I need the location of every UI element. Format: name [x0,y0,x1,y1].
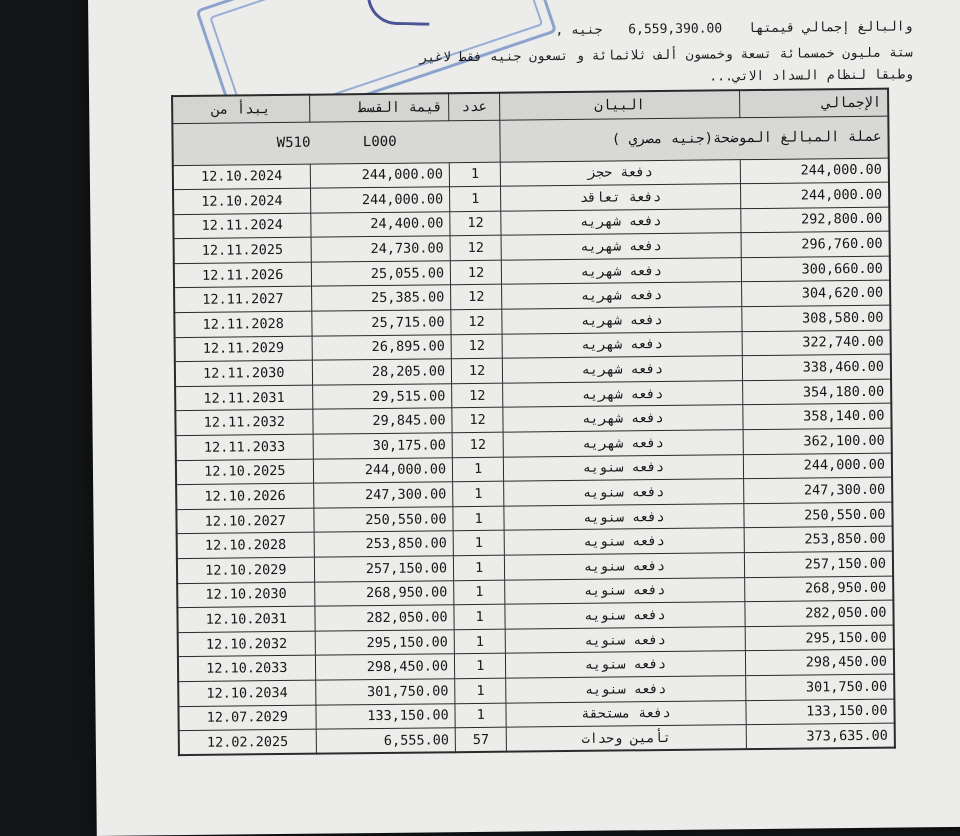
cell-installment: 298,450.00 [315,654,455,680]
cell-count: 1 [453,531,504,556]
cell-start: 12.11.2030 [175,360,312,386]
cell-count: 12 [451,334,502,359]
payment-schedule-table [171,88,896,757]
cell-description: دفعه شهريه [502,307,742,334]
cell-description: دفعة تعاقد [501,184,741,211]
cell-start: 12.10.2031 [177,606,314,632]
cell-installment: 25,055.00 [311,261,451,287]
cell-total: 282,050.00 [745,600,894,626]
cell-installment: 301,750.00 [315,679,455,705]
cell-count: 1 [450,186,501,211]
cell-description: دفعه شهريه [503,430,743,457]
header-installment: قيمة القسط [309,93,449,121]
cell-start: 12.10.2033 [178,656,315,682]
code-w: W510 [276,134,311,152]
cell-installment: 25,715.00 [311,310,451,336]
cell-description: دفعه شهريه [501,233,741,260]
cell-start: 12.11.2025 [174,237,311,263]
cell-installment: 30,175.00 [313,433,453,459]
cell-installment: 268,950.00 [314,580,454,606]
cell-installment: 6,555.00 [316,728,456,754]
cell-installment: 250,550.00 [314,507,454,533]
cell-installment: 26,895.00 [312,334,452,360]
cell-start: 12.10.2030 [177,582,314,608]
cell-installment: 25,385.00 [311,285,451,311]
cell-start: 12.10.2029 [177,557,314,583]
cell-count: 1 [454,629,505,654]
cell-count: 1 [453,555,504,580]
cell-description: دفعة مستحقة [506,700,746,727]
cell-total: 338,460.00 [742,354,891,380]
cell-count: 1 [454,580,505,605]
cell-installment: 257,150.00 [314,556,454,582]
cell-total: 296,760.00 [741,231,890,257]
cell-total: 362,100.00 [743,428,892,454]
cell-total: 308,580.00 [741,305,890,331]
total-amount-line [555,19,912,38]
cell-description: تأمين وحدات [506,725,746,752]
cell-total: 373,635.00 [746,723,895,749]
cell-total: 301,750.00 [745,674,894,700]
cell-total: 244,000.00 [740,158,889,184]
cell-installment: 244,000.00 [313,457,453,483]
code-l: L000 [362,133,397,151]
cell-count: 1 [455,703,506,728]
header-description: البيان [500,90,740,120]
cell-total: 300,660.00 [741,256,890,282]
cell-description: دفعة حجز [501,159,741,186]
total-currency: جنيه , [555,22,603,39]
cell-total: 244,000.00 [743,453,892,479]
cell-count: 1 [453,506,504,531]
cell-installment: 133,150.00 [316,703,456,729]
cell-total: 295,150.00 [745,625,894,651]
cell-total: 250,550.00 [744,502,893,528]
cell-total: 358,140.00 [743,404,892,430]
cell-count: 12 [450,211,501,236]
cell-description: دفعه شهريه [503,381,743,408]
cell-count: 1 [449,162,500,187]
cell-description: دفعه شهريه [501,208,741,235]
currency-label: عملة المبالغ الموضحة(جنيه مصري ) [500,116,889,162]
cell-installment: 282,050.00 [315,605,455,631]
cell-start: 12.10.2024 [173,188,310,214]
cell-count: 57 [455,727,506,752]
cell-count: 12 [452,408,503,433]
header-total: الإجمالي [739,89,888,118]
cell-description: دفعه شهريه [502,331,742,358]
cell-description: دفعه سنويه [505,553,745,580]
cell-start: 12.11.2027 [174,287,311,313]
cell-start: 12.02.2025 [179,729,316,755]
cell-description: دفعه شهريه [502,258,742,285]
cell-installment: 29,515.00 [312,384,452,410]
cell-total: 322,740.00 [742,330,891,356]
cell-start: 12.10.2026 [176,483,313,509]
cell-count: 12 [451,358,502,383]
cell-start: 12.10.2025 [176,459,313,485]
cell-description: دفعه شهريه [502,282,742,309]
currency-codes [172,120,500,165]
cell-total: 257,150.00 [744,551,893,577]
cell-start: 12.11.2029 [175,336,312,362]
cell-count: 1 [453,481,504,506]
cell-installment: 244,000.00 [310,187,450,213]
cell-description: دفعه سنويه [505,577,745,604]
total-in-words: ستة مليون خمسمائة تسعة وخمسون ألف ثلاثمائة و تسعون جنيه فقط لاغير [419,45,913,66]
document-page [88,0,960,836]
currency-row [172,116,888,165]
cell-description: دفعه سنويه [504,503,744,530]
cell-start: 12.11.2031 [175,385,312,411]
cell-total: 244,000.00 [740,182,889,208]
cell-description: دفعه سنويه [504,454,744,481]
cell-installment: 247,300.00 [313,482,453,508]
cell-total: 133,150.00 [746,699,895,725]
cell-count: 1 [455,678,506,703]
cell-total: 268,950.00 [744,576,893,602]
cell-start: 12.10.2027 [176,508,313,534]
header-start: يبدأ من [172,95,309,123]
table-body [173,158,895,756]
cell-count: 1 [454,604,505,629]
cell-count: 12 [451,285,502,310]
cell-description: دفعه سنويه [506,651,746,678]
cell-start: 12.10.2028 [177,533,314,559]
cell-count: 12 [451,309,502,334]
cell-count: 1 [452,457,503,482]
cell-description: دفعه سنويه [504,528,744,555]
cell-installment: 28,205.00 [312,359,452,385]
cell-count: 12 [452,383,503,408]
cell-description: دفعه سنويه [506,676,746,703]
cell-start: 12.11.2028 [174,311,311,337]
cell-description: دفعه سنويه [505,626,745,653]
cell-installment: 29,845.00 [312,408,452,434]
cell-total: 253,850.00 [744,527,893,553]
cell-installment: 244,000.00 [310,162,450,188]
cell-start: 12.10.2024 [173,164,310,190]
cell-total: 298,450.00 [745,649,894,675]
cell-total: 247,300.00 [743,477,892,503]
cell-count: 12 [450,235,501,260]
cell-start: 12.11.2033 [176,434,313,460]
cell-installment: 295,150.00 [315,629,455,655]
cell-description: دفعه شهريه [503,356,743,383]
payment-plan-intro: وطبقا لنظام السداد الاتي... [709,67,913,85]
cell-installment: 24,730.00 [311,236,451,262]
cell-start: 12.11.2032 [175,410,312,436]
total-value: 6,559,390.00 [628,21,723,38]
cell-installment: 24,400.00 [310,211,450,237]
cell-count: 12 [452,432,503,457]
cell-start: 12.07.2029 [178,705,315,731]
cell-description: دفعه سنويه [505,602,745,629]
cell-total: 304,620.00 [741,281,890,307]
cell-start: 12.11.2024 [173,213,310,239]
cell-description: دفعه شهريه [503,405,743,432]
cell-total: 354,180.00 [742,379,891,405]
cell-installment: 253,850.00 [314,531,454,557]
cell-count: 1 [455,654,506,679]
cell-start: 12.10.2034 [178,680,315,706]
cell-start: 12.10.2032 [178,631,315,657]
total-label: والبالغ إجمالي قيمتها [747,19,913,37]
header-count: عدد [449,93,500,121]
cell-total: 292,800.00 [740,207,889,233]
cell-start: 12.11.2026 [174,262,311,288]
cell-description: دفعه سنويه [504,479,744,506]
cell-count: 12 [450,260,501,285]
